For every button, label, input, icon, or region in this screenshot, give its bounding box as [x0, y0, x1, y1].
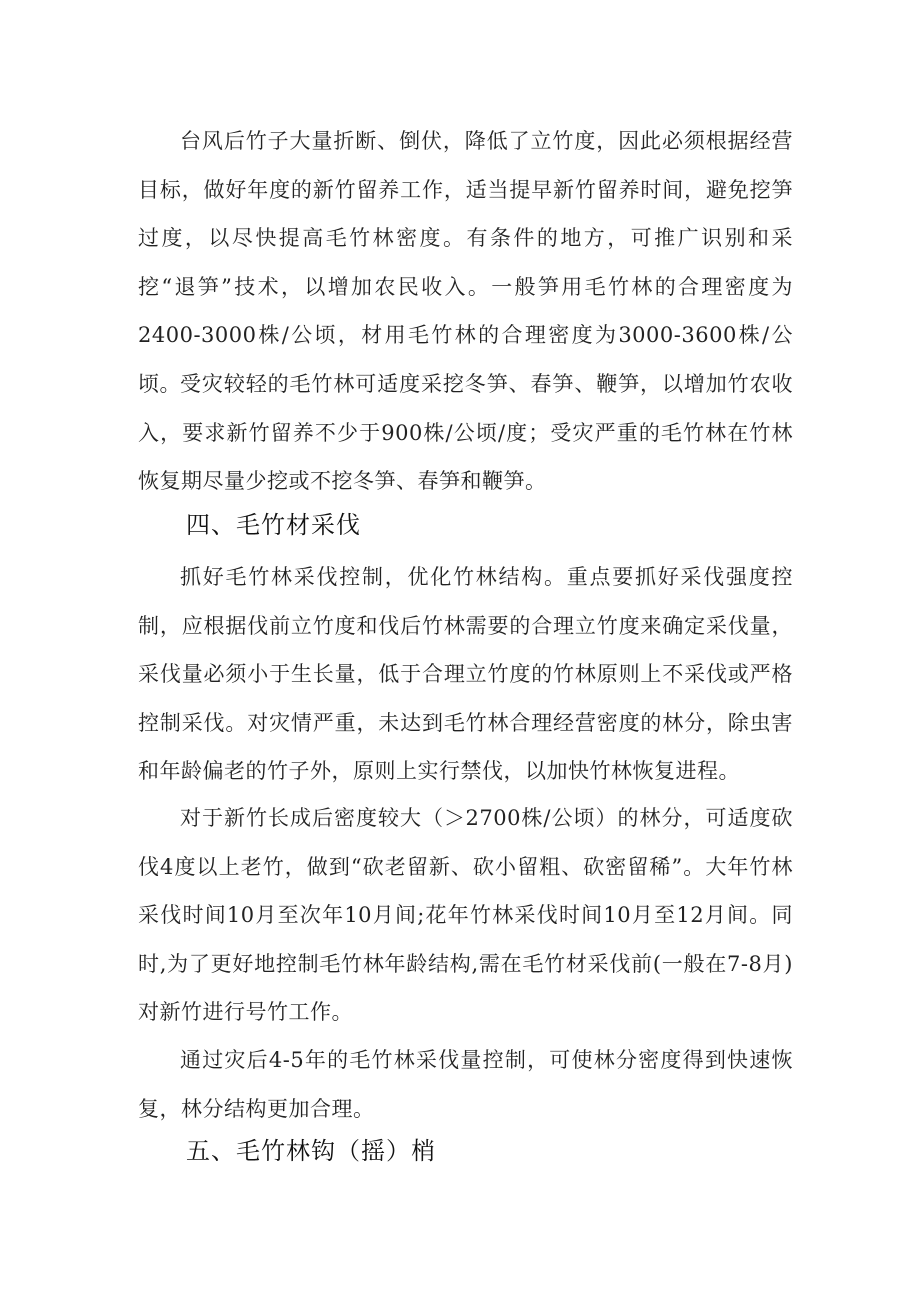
paragraph-harvest-timing: 对于新竹长成后密度较大（＞2700株/公顷）的林分，可适度砍伐4度以上老竹，做到“砍老留新、砍小留粗、砍密留稀”。大年竹林采伐时间10月至次年10月间;花年竹林采伐时间10月至12月间。同时,为了更好地控制毛竹林年龄结构,需在毛竹材采伐前(一般在7-8月)对新竹进行号竹工作。 [138, 806, 793, 1024]
paragraph-shoot-harvest: 受灾较轻的毛竹林可适度采挖冬笋、春笋、鞭笋，以增加竹农收入，要求新竹留养不少于900株/公顷/度；受灾严重的毛竹林在竹林恢复期尽量少挖或不挖冬笋、春笋和鞭笋。 [138, 372, 793, 493]
paragraph-harvest-control: 抓好毛竹林采伐控制，优化竹林结构。重点要抓好采伐强度控制，应根据伐前立竹度和伐后竹林需要的合理立竹度来确定采伐量，采伐量必须小于生长量，低于合理立竹度的竹林原则上不采伐或严格控制采伐。对灾情严重，未达到毛竹林合理经营密度的林分，除虫害和年龄偏老的竹子外，原则上实行禁伐，以加快竹林恢复进程。 [138, 565, 793, 783]
paragraph-bamboo-retention: 台风后竹子大量折断、倒伏，降低了立竹度，因此必须根据经营目标，做好年度的新竹留养工作，适当提早新竹留养时间，避免挖笋过度，以尽快提高毛竹林密度。有条件的地方，可推广识别和采挖“退笋”技术，以增加农民收入。一般笋用毛竹林的合理密度为2400-3000株/公顷，材用毛竹林的合理密度为3000-3600株/公顷。 [138, 129, 793, 396]
paragraph-recovery: 通过灾后4-5年的毛竹林采伐量控制，可使林分密度得到快速恢复，林分结构更加合理。 [138, 1048, 793, 1121]
section-heading-topping: 五、毛竹林钩（摇）梢 [186, 1137, 436, 1165]
section-heading-harvesting: 四、毛竹材采伐 [186, 511, 361, 539]
